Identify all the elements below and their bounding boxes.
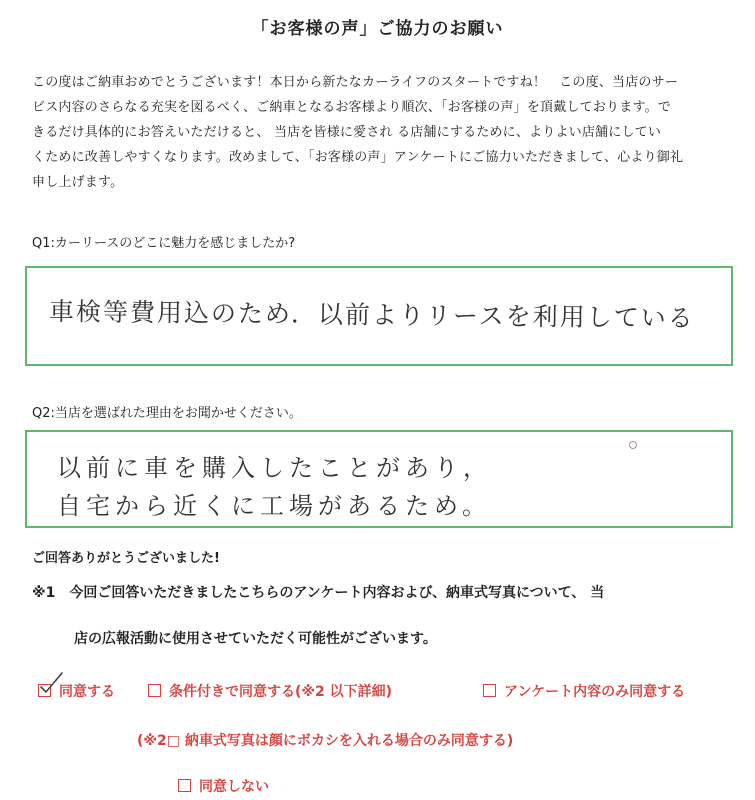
intro-line: この度はご納車おめでとうございます！本日から新たなカーライフのスタートですね！ この度、当店のサー [32,75,679,90]
intro-paragraph [32,70,732,195]
note-line-1: ※1 今回ご回答いただきましたこちらのアンケート内容および、納車式写真について、 当 [32,585,605,601]
q1-handwritten-answer: 車検等費用込のため．以前よりリースを利用している [48,297,695,333]
condition-detail: (※2□ 納車式写真は顔にボカシを入れる場合のみ同意する) [137,733,514,749]
intro-line: きるだけ具体的にお答えいただけると、 当店を皆様に愛され る店舗にするために、よりよい店舗にしてい [32,125,662,140]
conditional-checkbox[interactable] [148,684,161,697]
q2-question: Q2:当店を選ばれた理由をお聞かせください。 [32,406,302,421]
conditional-label: 条件付きで同意する(※2 以下詳細) [169,684,393,700]
intro-line: 申し上げます。 [32,175,124,190]
note-line-2: 店の広報活動に使用させていただく可能性がございます。 [74,631,437,647]
thanks-message: ご回答ありがとうございました! [32,551,220,566]
q2-answer-box[interactable] [25,430,733,528]
agree-label: 同意する [59,684,115,700]
survey-only-checkbox[interactable] [483,684,496,697]
consent-option-conditional[interactable] [148,681,392,701]
agree-checkbox[interactable] [38,684,51,697]
q1-answer-box[interactable] [25,266,733,366]
q1-question: Q1:カーリースのどこに魅力を感じましたか? [32,236,296,251]
disagree-label: 同意しない [199,779,269,795]
q2-handwritten-line: 自宅から近くに工場があるため。 [57,492,492,520]
q2-handwritten-line: 以前に車を購入したことがあり， [57,454,492,482]
survey-only-label: アンケート内容のみ同意する [504,684,686,700]
consent-option-disagree[interactable] [178,776,269,796]
disagree-checkbox[interactable] [178,779,191,792]
page-title: 「お客様の声」ご協力のお願い [251,19,504,39]
intro-line: くために改善しやすくなります。改めまして、「お客様の声」アンケートにご協力いただきまして、心より御礼 [32,150,684,165]
stray-mark [629,441,637,449]
checkmark-icon [38,669,66,697]
consent-option-survey-only[interactable] [483,681,685,701]
consent-option-agree[interactable] [38,681,115,701]
intro-line: ビス内容のさらなる充実を図るべく、ご納車となるお客様より順次、「お客様の声」を頂戴しております。で [32,100,672,115]
